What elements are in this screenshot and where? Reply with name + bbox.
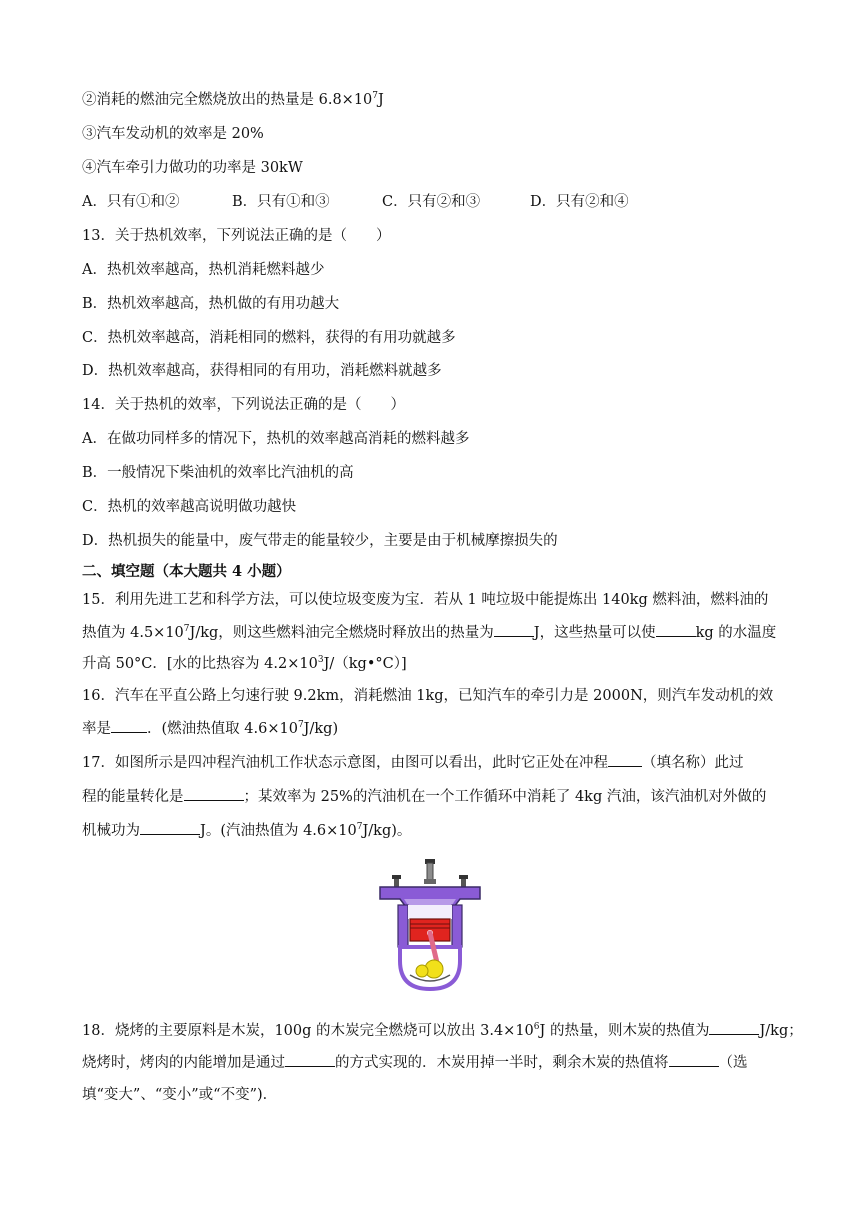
q17-blank-energy[interactable] xyxy=(184,786,244,801)
cylinder-wall-left xyxy=(398,905,408,947)
q12-statement-3: ③汽车发动机的效率是 20% xyxy=(82,126,264,142)
q17-blank-stroke[interactable] xyxy=(608,752,642,767)
q17-blank-work[interactable] xyxy=(140,820,200,835)
q18-blank-change[interactable] xyxy=(669,1052,719,1067)
q18-blank-heat-value[interactable] xyxy=(709,1020,759,1035)
q15-line-1: 15．利用先进工艺和科学方法，可以使垃圾变废为宝．若从 1 吨垃圾中能提炼出 140kg 燃料油，燃料油的 xyxy=(82,592,769,608)
q13-option-a[interactable]: A．热机效率越高，热机消耗燃料越少 xyxy=(82,262,325,278)
q14-option-b[interactable]: B．一般情况下柴油机的效率比汽油机的高 xyxy=(82,465,354,481)
four-stroke-engine-figure xyxy=(374,857,486,993)
q15-line-2: 热值为 $4.5\times 10^7J/kg$，则这些燃料油完全燃烧时释放出的热量为 J，这些热量可以使 kg 的水温度 xyxy=(82,624,777,641)
q14-option-a[interactable]: A．在做功同样多的情况下，热机的效率越高消耗的燃料越多 xyxy=(82,431,470,447)
q12-statement-2: ②消耗的燃油完全燃烧放出的热量是 $6.8\times 10^7J$ xyxy=(82,91,384,108)
q17-line-1: 17．如图所示是四冲程汽油机工作状态示意图，由图可以看出，此时它正处在冲程 （填名称）此过 xyxy=(82,752,782,773)
section-title-fill-in: 二、填空题（本大题共 4 小题） xyxy=(82,563,291,580)
q15-blank-mass[interactable] xyxy=(656,622,696,637)
q15-line-3: 升高 50°C．[水的比热容为 $4.2\times 10^3J/(kg•^\circ C)$] xyxy=(82,655,407,672)
q13-stem: 13．关于热机效率，下列说法正确的是（ ） xyxy=(82,228,391,244)
q17-line-3: 机械功为 J。(汽油热值为 $4.6\times 10^7J/kg$)。 xyxy=(82,822,412,839)
q16-line-2: 率是 ．(燃油热值取 $4.6\times 10^7J/kg$) xyxy=(82,720,339,737)
q18-blank-method[interactable] xyxy=(285,1052,335,1067)
q18-line-1: 18．烧烤的主要原料是木炭，100g 的木炭完全燃烧可以放出 $3.4\times 10^6J$ 的热量，则木炭的热值为 J/kg； xyxy=(82,1022,803,1039)
q13-option-b[interactable]: B．热机效率越高，热机做的有用功越大 xyxy=(82,296,340,312)
q17-line-2: 程的能量转化是 ；某效率为 25%的汽油机在一个工作循环中消耗了 4kg 汽油，该汽油机对外做的 xyxy=(82,786,782,807)
q12-option-a[interactable]: A．只有①和② xyxy=(82,194,180,210)
q12-option-b[interactable]: B．只有①和③ xyxy=(232,194,330,210)
q13-option-d[interactable]: D．热机效率越高，获得相同的有用功，消耗燃料就越多 xyxy=(82,363,442,379)
q16-line-1: 16．汽车在平直公路上匀速行驶 9.2km，消耗燃油 1kg，已知汽车的牵引力是 2000N，则汽车发动机的效 xyxy=(82,688,774,704)
cylinder-wall-right xyxy=(452,905,462,947)
q12-option-d[interactable]: D．只有②和④ xyxy=(530,194,629,210)
q15-blank-heat[interactable] xyxy=(494,622,534,637)
q13-option-c[interactable]: C．热机效率越高，消耗相同的燃料，获得的有用功就越多 xyxy=(82,330,456,346)
q12-statement-4: ④汽车牵引力做功的功率是 30kW xyxy=(82,160,303,176)
q16-blank-efficiency[interactable] xyxy=(111,718,147,733)
q14-option-d[interactable]: D．热机损失的能量中，废气带走的能量较少，主要是由于机械摩擦损失的 xyxy=(82,533,558,549)
q12-option-c[interactable]: C．只有②和③ xyxy=(382,194,481,210)
q12-options xyxy=(82,192,782,212)
q18-line-3: 填“变大”、“变小”或“不变”)． xyxy=(82,1087,278,1103)
q14-stem: 14．关于热机的效率，下列说法正确的是（ ） xyxy=(82,397,405,413)
q14-option-c[interactable]: C．热机的效率越高说明做功越快 xyxy=(82,499,297,515)
q18-line-2: 烧烤时，烤肉的内能增加是通过 的方式实现的．木炭用掉一半时，剩余木炭的热值将 （选 xyxy=(82,1052,782,1073)
